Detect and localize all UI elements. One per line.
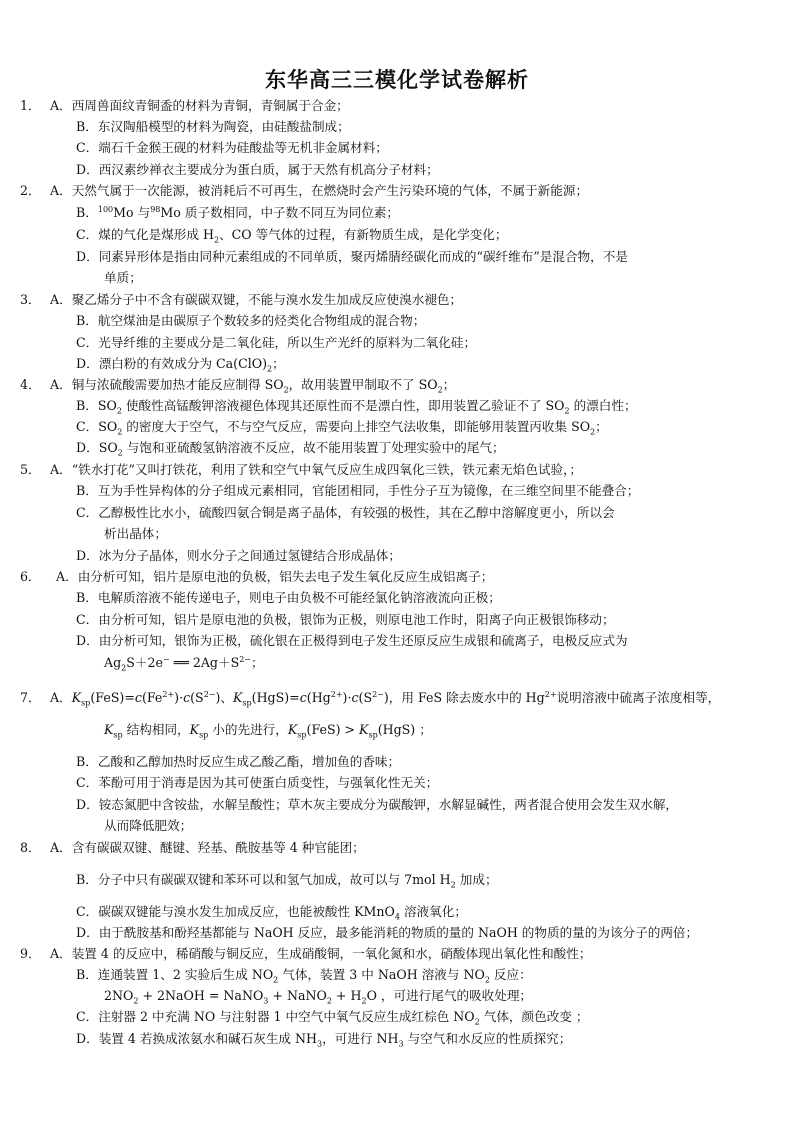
question-number: 4． xyxy=(20,377,41,392)
option-c: C．煤的气化是煤形成 $H_2$、CO 等气体的过程，有新物质生成，是化学变化； xyxy=(76,227,508,245)
option-b: B．东汉陶船模型的材料为陶瓷，由硅酸盐制成； xyxy=(76,119,350,134)
electrode-equation: $Ag_2S+2e^-$ ══ $2Ag+S^{2-}$； xyxy=(104,654,264,673)
question-number: 9． xyxy=(20,946,41,961)
question-number: 5． xyxy=(20,462,41,477)
option-a: A．天然气属于一次能源，被消耗后不可再生，在燃烧时会产生污染环境的气体，不属于新能源； xyxy=(50,183,589,198)
question-number: 3． xyxy=(20,292,41,307)
option-b: B．连通装置 1、2 实验后生成 $NO_2$ 气体，装置 3 中 NaOH 溶液与 $NO_2$ 反应： xyxy=(76,967,532,985)
option-d: D．西汉素纱禅衣主要成分为蛋白质，属于天然有机高分子材料； xyxy=(76,162,439,177)
option-c: C．注射器 2 中充满 NO 与注射器 1 中空气中氧气反应生成红棕色 $NO_2$ 气体，颜色改变 ； xyxy=(76,1009,589,1027)
option-b: B．互为手性异构体的分子组成元素相同，官能团相同，手性分子互为镜像，在三维空间里不能叠合； xyxy=(76,483,640,498)
option-a: A．由分析可知，铝片是原电池的负极，铝失去电子发生氧化反应生成铝离子； xyxy=(56,569,494,584)
option-d: D．冰为分子晶体，则水分子之间通过氢键结合形成晶体； xyxy=(76,548,401,563)
option-c: C．碳碳双键能与溴水发生加成反应，也能被酸性 KMnO$_4$ 溶液氧化； xyxy=(76,904,467,922)
option-b: B．$SO_2$ 使酸性高锰酸钾溶液褪色体现其还原性而不是漂白性，即用装置乙验证不了 $SO_2$ 的漂白性； xyxy=(76,398,637,416)
page-title: 东华高三三模化学试卷解析 xyxy=(265,68,529,92)
option-a: A．“铁水打花”又叫打铁花，利用了铁和空气中氧气反应生成四氧化三铁，铁元素无焰色试验，； xyxy=(50,462,583,477)
option-d: D．漂白粉的有效成分为 $Ca(ClO)_2$； xyxy=(76,356,285,374)
option-c: C．端石千金猴王砚的材料为硅酸盐等无机非金属材料； xyxy=(76,140,388,155)
option-a: A．$K_{sp}(FeS)=c(Fe^{2+})\cdot c(S^{2-})$、$K_{sp}(HgS)=c(Hg^{2+})\cdot c(S^{2-})$，用 FeS 除去废水中的 $Hg^{2+}$说明溶液中硫离子浓度相等， xyxy=(50,689,721,708)
question-number: 8． xyxy=(20,840,41,855)
option-d: D．$SO_2$ 与饱和亚硫酸氢钠溶液不反应，故不能用装置丁处理实验中的尾气； xyxy=(76,440,505,458)
option-d-continued: 从而降低肥效； xyxy=(104,818,193,833)
option-b: B．航空煤油是由碳原子个数较多的烃类化合物组成的混合物； xyxy=(76,313,426,328)
question-number: 7． xyxy=(20,690,41,705)
option-a: A．含有碳碳双键、醚键、羟基、酰胺基等 4 种官能团； xyxy=(50,840,365,855)
option-b: B．$^{100}$Mo 与$^{98}$Mo 质子数相同，中子数不同互为同位素； xyxy=(76,204,399,220)
option-a: A．铜与浓硫酸需要加热才能反应制得 $SO_2$，故用装置甲制取不了 $SO_2$； xyxy=(50,377,456,395)
option-d: D．由于酰胺基和酚羟基都能与 NaOH 反应，最多能消耗的物质的量的 NaOH 的物质的量的为该分子的两倍； xyxy=(76,925,699,940)
option-a: A．西周兽面纹青铜盉的材料为青铜，青铜属于合金； xyxy=(50,98,349,113)
question-number: 1． xyxy=(20,98,41,113)
option-b: B．分子中只有碳碳双键和苯环可以和氢气加成，故可以与 7mol $H_2$ 加成； xyxy=(76,872,498,890)
option-c: C．由分析可知，铝片是原电池的负极，银饰为正极，则原电池工作时，阳离子向正极银饰移动； xyxy=(76,612,615,627)
option-a-continued: $K_{sp}$ 结构相同，$K_{sp}$ 小的先进行，$K_{sp}(FeS) > K_{sp}(HgS)$ ； xyxy=(104,722,432,740)
option-c: C．苯酚可用于消毒是因为其可使蛋白质变性，与强氧化性无关； xyxy=(76,775,439,790)
absorption-equation: $2NO_2$ + 2NaOH = NaNO$_3$ + NaNO$_2$ + $H_2O$ ，可进行尾气的吸收处理； xyxy=(104,988,533,1006)
question-number: 2． xyxy=(20,183,41,198)
option-d: D．由分析可知，银饰为正极，硫化银在正极得到电子发生还原反应生成银和硫离子，电极反应式为 xyxy=(76,633,628,648)
question-number: 6． xyxy=(20,569,41,584)
option-c: C．乙醇极性比水小，硫酸四氨合铜是离子晶体，有较强的极性，其在乙醇中溶解度更小，所以会 xyxy=(76,505,615,520)
option-a: A．聚乙烯分子中不含有碳碳双键，不能与溴水发生加成反应使溴水褪色； xyxy=(50,292,463,307)
option-b: B．乙酸和乙醇加热时反应生成乙酸乙酯，增加鱼的香味； xyxy=(76,754,401,769)
option-c-continued: 析出晶体； xyxy=(104,526,167,541)
option-c: C．$SO_2$ 的密度大于空气，不与空气反应，需要向上排空气法收集，即能够用装置丙收集 $SO_2$； xyxy=(76,419,608,437)
option-d: D．装置 4 若换成浓氨水和碱石灰生成 $NH_3$，可进行 $NH_3$ 与空气和水反应的性质探究； xyxy=(76,1031,572,1049)
option-d: D．同素异形体是指由同种元素组成的不同单质，聚丙烯腈经碳化而成的“碳纤维布”是混合物，不是 xyxy=(76,249,628,264)
option-b: B．电解质溶液不能传递电子，则电子由负极不可能经氯化钠溶液流向正极； xyxy=(76,590,501,605)
option-a: A．装置 4 的反应中，稀硝酸与铜反应，生成硝酸铜，一氧化氮和水，硝酸体现出氧化性和酸性； xyxy=(50,946,592,961)
option-d-continued: 单质； xyxy=(104,270,142,285)
option-c: C．光导纤维的主要成分是二氧化硅，所以生产光纤的原料为二氧化硅； xyxy=(76,335,477,350)
option-d: D．铵态氮肥中含铵盐，水解呈酸性；草木灰主要成分为碳酸钾，水解显碱性，两者混合使用会发生双水解， xyxy=(76,797,679,812)
